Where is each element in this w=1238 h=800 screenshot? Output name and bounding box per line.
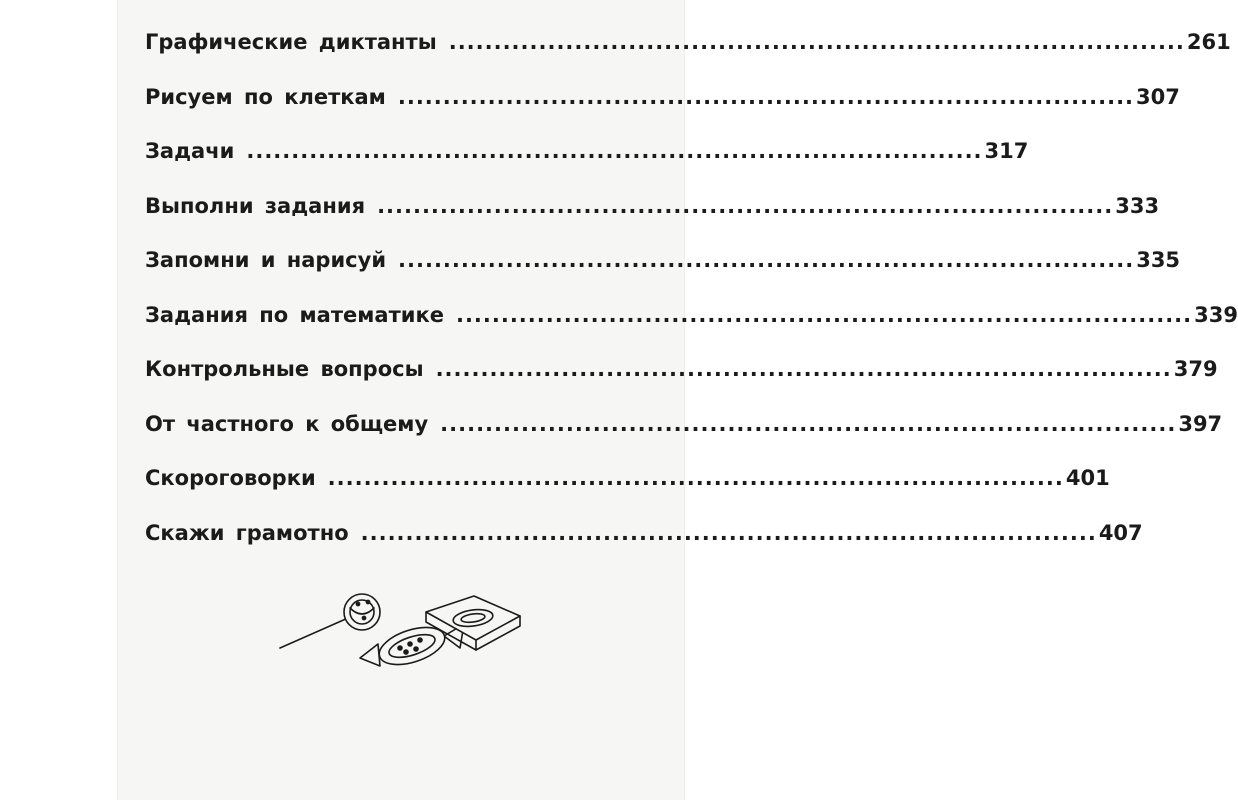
toc-entry-page: 317 — [984, 139, 1029, 163]
toc-entry-page: 407 — [1098, 520, 1143, 545]
toc-entry — [145, 404, 1223, 459]
toc-entry — [145, 186, 1160, 241]
toc-entry-title: Графические диктанты — [145, 30, 437, 54]
dot-leader: .................................................................................. — [246, 139, 983, 163]
dot-leader: .................................................................................. — [397, 84, 1135, 109]
toc-entry-page: 333 — [1115, 193, 1160, 218]
toc-entry — [145, 240, 1181, 295]
toc-entry-title: Скажи грамотно — [145, 520, 349, 545]
toc-entry-page: 397 — [1178, 411, 1223, 436]
toc-entry-title: Скороговорки — [145, 466, 316, 490]
toc-entry-title: Запомни и нарисуй — [145, 248, 387, 272]
toc-entry-page: 401 — [1065, 466, 1110, 490]
toc-entry — [145, 513, 1143, 568]
toc-entry-title: Рисуем по клеткам — [145, 84, 386, 109]
toc-entry-title: Контрольные вопросы — [145, 357, 424, 381]
dot-leader: .................................................................................. — [440, 411, 1177, 436]
toc-entry-page: 335 — [1136, 248, 1181, 272]
dot-leader: .................................................................................. — [435, 357, 1172, 381]
candies-and-lollipop-icon — [268, 588, 528, 670]
toc-entry-page: 379 — [1173, 357, 1218, 381]
dot-leader: .................................................................................. — [448, 30, 1185, 54]
toc-entry — [145, 295, 1238, 350]
toc-entry-page: 307 — [1136, 84, 1180, 109]
toc-entry — [145, 349, 1218, 404]
dot-leader: .................................................................................. — [327, 466, 1064, 490]
toc-entry-page: 261 — [1186, 30, 1231, 54]
dot-leader: .................................................................................. — [455, 302, 1193, 327]
toc-entry — [145, 458, 1110, 513]
toc-entry — [145, 22, 1231, 77]
toc-entry-title: Выполни задания — [145, 193, 366, 218]
dot-leader: .................................................................................. — [398, 248, 1135, 272]
dot-leader: .................................................................................. — [377, 193, 1114, 218]
toc-entry — [145, 131, 1029, 186]
toc-entry — [145, 77, 1180, 132]
toc-entry-title: От частного к общему — [145, 411, 429, 436]
toc-entry-title: Задачи — [145, 139, 235, 163]
table-of-contents — [145, 22, 1238, 567]
toc-entry-page: 339 — [1194, 302, 1238, 327]
toc-entry-title: Задания по математике — [145, 302, 444, 327]
dot-leader: .................................................................................. — [360, 520, 1097, 545]
